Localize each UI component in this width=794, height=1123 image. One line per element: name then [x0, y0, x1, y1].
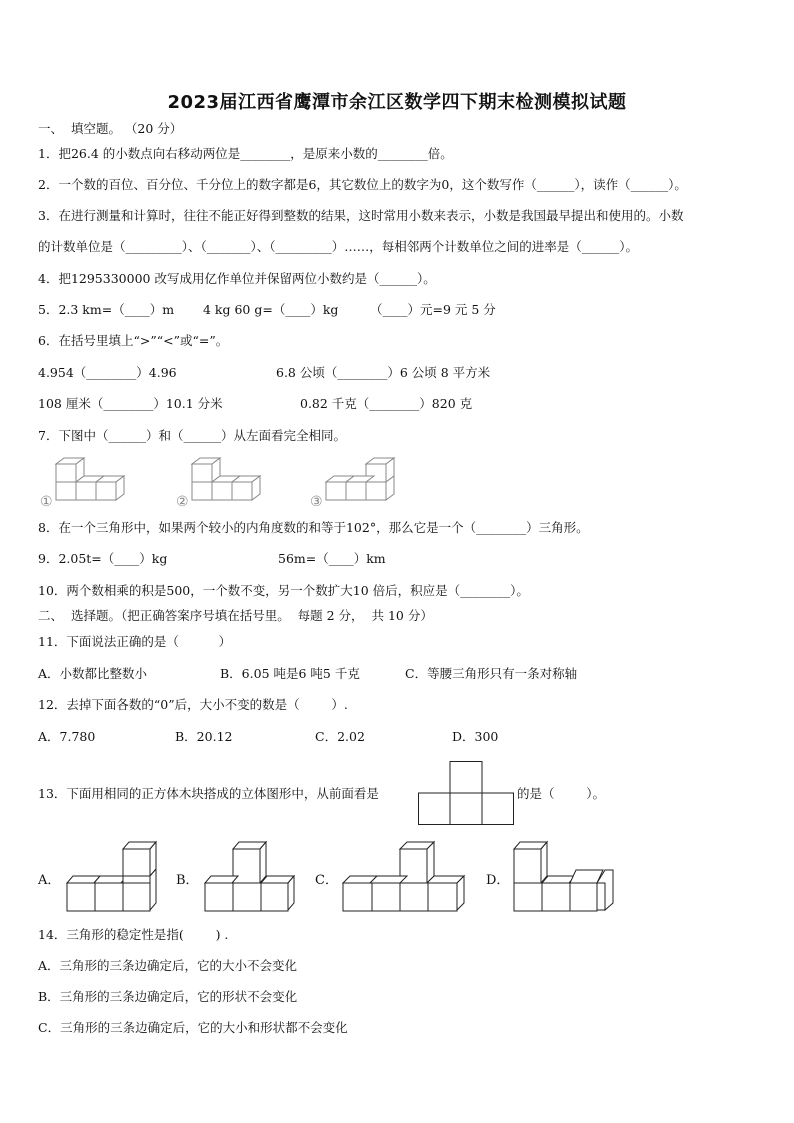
q14-option-a: A．三角形的三条边确定后，它的大小不会变化 — [38, 958, 298, 973]
q12-option-a: A．7.780 — [38, 729, 96, 744]
question-13-tail: 的是（ ）。 — [517, 786, 606, 801]
q13-option-d-figure — [513, 840, 623, 914]
q11-option-b: B．6.05 吨是6 吨5 千克 — [220, 666, 360, 681]
q11-option-a: A．小数都比整数小 — [38, 666, 148, 681]
question-14: 14．三角形的稳定性是指( ) . — [38, 927, 229, 942]
q12-option-c: C．2.02 — [315, 729, 365, 744]
q13-option-c-label: C． — [315, 873, 338, 888]
question-1: 1．把26.4 的小数点向右移动两位是________，是原来小数的________倍。 — [38, 146, 453, 161]
question-6d: 0.82 千克（________）820 克 — [300, 396, 473, 411]
q13-option-a-label: A． — [38, 873, 61, 888]
question-10: 10．两个数相乘的积是500，一个数不变，另一个数扩大10 倍后，积应是（________）。 — [38, 583, 529, 598]
question-3-line-2: 的计数单位是（_________）、（_______）、（_________）……，每相邻两个计数单位之间的进率是（______）。 — [38, 239, 639, 254]
q7-figure-1 — [38, 456, 138, 512]
q14-option-c: C．三角形的三条边确定后，它的大小和形状都不会变化 — [38, 1020, 348, 1035]
question-6c: 108 厘米（________）10.1 分米 — [38, 396, 223, 411]
q13-option-a-figure — [66, 840, 176, 914]
q13-front-view-figure — [418, 761, 514, 825]
q13-option-c-figure — [342, 840, 472, 914]
figure-label-2: ② — [176, 494, 189, 510]
question-6: 6．在括号里填上“>”“<”或“=”。 — [38, 333, 229, 348]
page-title: 2023届江西省鹰潭市余江区数学四下期末检测模拟试题 — [167, 92, 627, 113]
q13-option-b-label: B． — [176, 873, 199, 888]
q7-figure-3 — [310, 456, 410, 512]
q14-option-b: B．三角形的三条边确定后，它的形状不会变化 — [38, 989, 298, 1004]
question-4: 4．把1295330000 改写成用亿作单位并保留两位小数约是（______）。 — [38, 271, 436, 286]
question-9-part-1: 9．2.05t=（____）kg — [38, 551, 168, 566]
figure-label-1: ① — [40, 494, 53, 510]
question-11: 11．下面说法正确的是（ ） — [38, 634, 232, 649]
section-fill-in: 一、 填空题。 （20 分） — [38, 121, 183, 136]
question-6b: 6.8 公顷（________）6 公顷 8 平方米 — [276, 365, 491, 380]
q12-option-b: B．20.12 — [175, 729, 233, 744]
question-13-lead: 13．下面用相同的正方体木块搭成的立体图形中，从前面看是 — [38, 786, 379, 801]
section-choice: 二、 选择题。（把正确答案序号填在括号里。 每题 2 分， 共 10 分） — [38, 608, 433, 623]
question-6a: 4.954（________）4.96 — [38, 365, 177, 380]
question-8: 8．在一个三角形中，如果两个较小的内角度数的和等于102°，那么它是一个（________）三角形。 — [38, 520, 589, 535]
q12-option-d: D．300 — [452, 729, 499, 744]
q13-option-b-figure — [204, 840, 314, 914]
q13-option-d-label: D． — [486, 873, 510, 888]
figure-label-3: ③ — [310, 494, 323, 510]
question-5-part-1: 5．2.3 km=（____）m — [38, 302, 175, 317]
q11-option-c: C．等腰三角形只有一条对称轴 — [405, 666, 578, 681]
question-5-part-2: 4 kg 60 g=（____）kg — [203, 302, 339, 317]
question-9-part-2: 56m=（____）km — [278, 551, 386, 566]
question-3-line-1: 3．在进行测量和计算时，往往不能正好得到整数的结果，这时常用小数来表示，小数是我国最早提出和使用的。小数 — [38, 208, 684, 223]
question-5-part-3: （____）元=9 元 5 分 — [370, 302, 496, 317]
question-7: 7．下图中（______）和（______）从左面看完全相同。 — [38, 428, 346, 443]
question-2: 2．一个数的百位、百分位、千分位上的数字都是6，其它数位上的数字为0，这个数写作（______），读作（______）。 — [38, 177, 687, 192]
q7-figure-2 — [176, 456, 276, 512]
question-12: 12．去掉下面各数的“0”后，大小不变的数是（ ）. — [38, 697, 348, 712]
